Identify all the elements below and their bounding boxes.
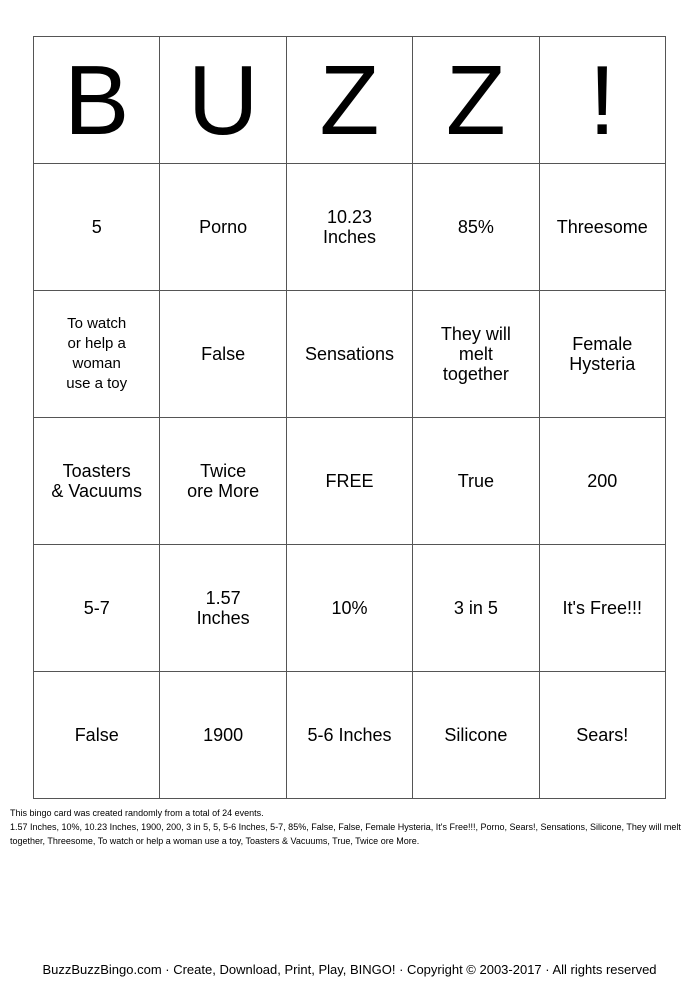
cell-text: 200 xyxy=(587,471,618,491)
grid-cell xyxy=(286,164,412,291)
grid-cell xyxy=(539,164,665,291)
cell-text: 5-6 Inches xyxy=(307,725,392,745)
cell-text: Threesome xyxy=(556,217,648,237)
cell-text: Toasters & Vacuums xyxy=(51,461,143,501)
grid-cell xyxy=(539,418,665,545)
cell-text: 10.23 Inches xyxy=(322,207,376,247)
grid-cell xyxy=(286,545,412,672)
cell-text: 5 xyxy=(91,217,102,237)
grid-cell xyxy=(539,672,665,799)
grid-row-2 xyxy=(34,291,666,418)
grid-cell xyxy=(413,672,539,799)
cell-text: False xyxy=(201,344,246,364)
grid-cell xyxy=(34,418,160,545)
cell-text: 10% xyxy=(331,598,368,618)
grid-cell xyxy=(539,545,665,672)
header-letter-1: B xyxy=(34,37,160,164)
grid-row-3 xyxy=(34,418,666,545)
cell-text: Silicone xyxy=(444,725,508,745)
footer-text: BuzzBuzzBingo.com · Create, Download, Print, Play, BINGO! · Copyright © 2003-2017 · All rights reserved xyxy=(42,962,657,977)
grid-cell xyxy=(160,291,286,418)
cell-text: FREE xyxy=(325,471,374,491)
info-event-list: 1.57 Inches, 10%, 10.23 Inches, 1900, 200, 3 in 5, 5, 5-6 Inches, 5-7, 85%, False, False, Female Hysteria, It's Free!!!, Porno, Sears!, Sensations, Silicone, They will melt together, Threesome, To watch or help a woman use a toy, Toasters & Vacuums, True, Twice ore More. xyxy=(10,822,681,846)
header-letter-3: Z xyxy=(286,37,412,164)
grid-cell xyxy=(160,164,286,291)
cell-text: Sears! xyxy=(576,725,629,745)
cell-text: Sensations xyxy=(304,344,394,364)
header-letter-4: Z xyxy=(413,37,539,164)
free-space-cell xyxy=(286,418,412,545)
grid-cell xyxy=(34,291,160,418)
grid-cell xyxy=(286,672,412,799)
cell-text: True xyxy=(457,471,495,491)
cell-text: It's Free!!! xyxy=(562,598,642,618)
header-row xyxy=(34,37,666,164)
cell-text: 1.57 Inches xyxy=(196,588,250,628)
bingo-card xyxy=(33,36,666,799)
grid-row-4 xyxy=(34,545,666,672)
card-info xyxy=(10,806,682,848)
grid-cell xyxy=(160,672,286,799)
grid-cell xyxy=(34,164,160,291)
grid-cell xyxy=(413,418,539,545)
cell-text: Porno xyxy=(199,217,248,237)
cell-text: They will melt together xyxy=(440,324,511,384)
grid-cell xyxy=(286,291,412,418)
grid-cell xyxy=(34,672,160,799)
header-letter-5: ! xyxy=(539,37,665,164)
grid-cell xyxy=(413,291,539,418)
cell-text: 1900 xyxy=(203,725,244,745)
cell-text: 5-7 xyxy=(83,598,110,618)
grid-cell xyxy=(539,291,665,418)
cell-text: Twice ore More xyxy=(187,461,260,501)
grid-row-5 xyxy=(34,672,666,799)
cell-text: False xyxy=(74,725,119,745)
info-summary: This bingo card was created randomly from a total of 24 events. xyxy=(10,808,264,818)
grid-cell xyxy=(413,164,539,291)
grid-cell xyxy=(160,545,286,672)
grid-cell xyxy=(34,545,160,672)
cell-text: To watch or help a woman use a toy xyxy=(66,315,128,392)
header-letter-2: U xyxy=(160,37,286,164)
grid-row-1 xyxy=(34,164,666,291)
cell-text: Female Hysteria xyxy=(569,334,636,374)
grid-cell xyxy=(413,545,539,672)
cell-text: 85% xyxy=(457,217,494,237)
grid-cell xyxy=(160,418,286,545)
cell-text: 3 in 5 xyxy=(453,598,498,618)
